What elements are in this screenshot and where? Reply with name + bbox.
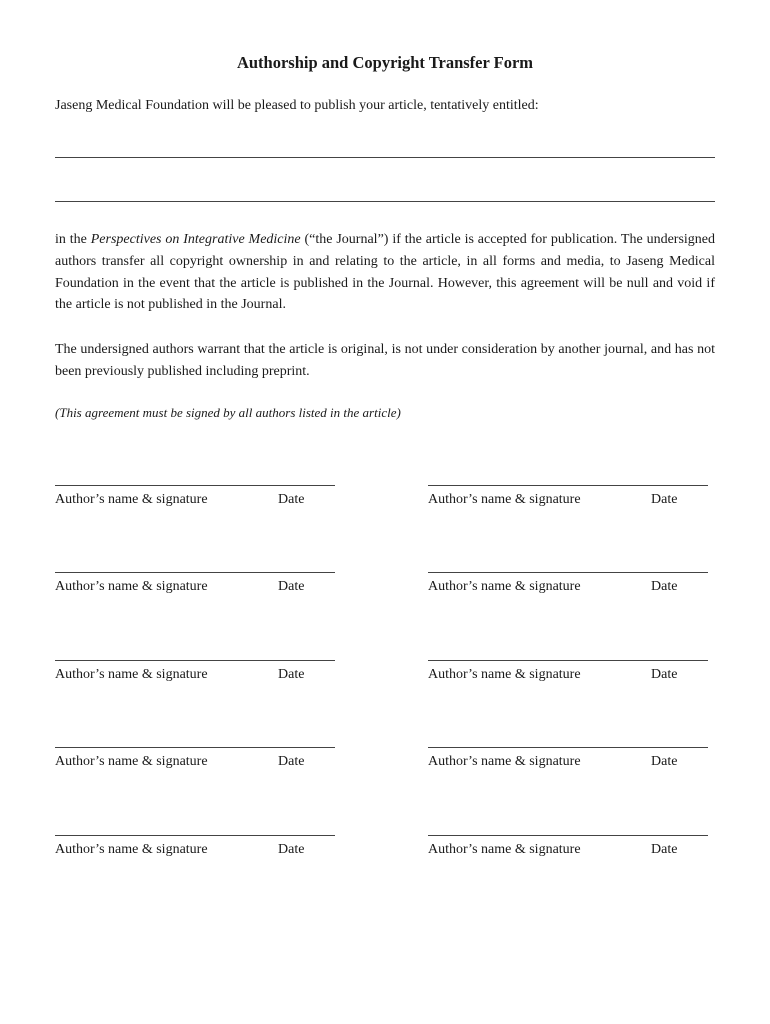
date-label: Date: [651, 754, 678, 769]
date-label: Date: [278, 667, 305, 682]
date-label: Date: [278, 492, 305, 507]
article-title-line-1[interactable]: [55, 157, 715, 158]
signature-label: Author’s name & signature: [55, 754, 208, 769]
signature-block: [55, 835, 335, 865]
signature-block: [55, 485, 335, 515]
signature-label: Author’s name & signature: [428, 754, 581, 769]
signature-label: Author’s name & signature: [55, 667, 208, 682]
signature-line[interactable]: [55, 572, 335, 573]
signature-label: Author’s name & signature: [55, 492, 208, 507]
date-label: Date: [651, 842, 678, 857]
signature-block: [428, 572, 708, 602]
signature-label: Author’s name & signature: [55, 579, 208, 594]
signature-line[interactable]: [428, 747, 708, 748]
signature-block: [428, 660, 708, 690]
signature-line[interactable]: [428, 572, 708, 573]
signature-label: Author’s name & signature: [428, 579, 581, 594]
date-label: Date: [651, 579, 678, 594]
date-label: Date: [651, 667, 678, 682]
signature-block: [55, 572, 335, 602]
signature-block: [55, 747, 335, 777]
signature-block: [428, 747, 708, 777]
article-title-line-2[interactable]: [55, 201, 715, 202]
signature-label: Author’s name & signature: [55, 842, 208, 857]
signature-block: [55, 660, 335, 690]
signature-line[interactable]: [55, 660, 335, 661]
intro-text: Jaseng Medical Foundation will be pleased to publish your article, tentatively entitled:: [55, 98, 539, 113]
signature-line[interactable]: [55, 835, 335, 836]
transfer-paragraph: [55, 229, 715, 316]
signature-line[interactable]: [55, 485, 335, 486]
signature-label: Author’s name & signature: [428, 667, 581, 682]
para1-lead: in the: [55, 232, 91, 247]
signature-line[interactable]: [428, 835, 708, 836]
date-label: Date: [278, 754, 305, 769]
signature-label: Author’s name & signature: [428, 492, 581, 507]
date-label: Date: [278, 842, 305, 857]
signature-line[interactable]: [428, 485, 708, 486]
para1-rest: (“the Journal”) if the article is accepted for publication. The undersigned authors transfer all copyright ownership in and relating to the article, in all forms and media, to Jaseng Medical Foundation in the event that the article is published in the Journal. However, this agreement will be null and void if the article is not published in the Journal.: [55, 232, 715, 313]
signature-block: [428, 835, 708, 865]
signature-line[interactable]: [428, 660, 708, 661]
note-text: This agreement must be signed by all authors listed in the article: [59, 405, 397, 420]
date-label: Date: [651, 492, 678, 507]
signature-line[interactable]: [55, 747, 335, 748]
signing-note: [55, 405, 401, 421]
form-title: Authorship and Copyright Transfer Form: [236, 53, 534, 72]
note-open-paren: (: [55, 405, 60, 420]
warranty-paragraph: The undersigned authors warrant that the article is original, is not under consideration by another journal, and has not been previously published including preprint.: [55, 342, 715, 379]
note-close-paren: ): [396, 405, 401, 420]
journal-name: Perspectives on Integrative Medicine: [90, 232, 301, 247]
signature-block: [428, 485, 708, 515]
date-label: Date: [278, 579, 305, 594]
signature-label: Author’s name & signature: [428, 842, 581, 857]
